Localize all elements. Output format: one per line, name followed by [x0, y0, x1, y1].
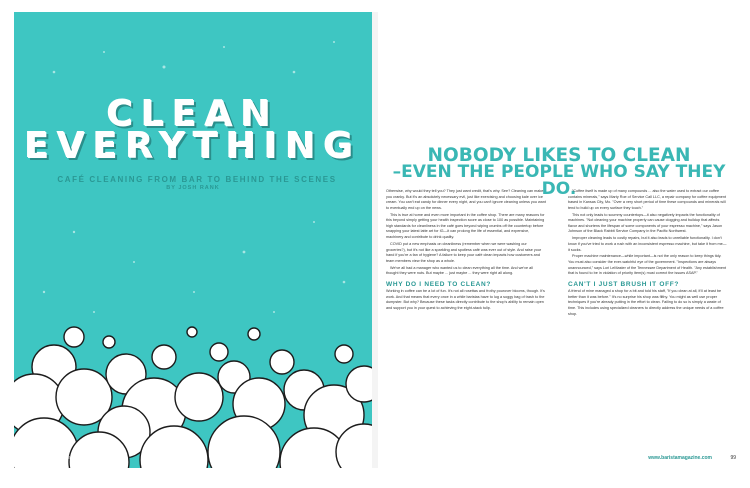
body-paragraph: Otherwise, why would they tell you? They just want credit, that's why. See? Cleaning can make you cranky. But it's an absolutely necessary evil, just like exercising and choosing kale over ice cream. You can't eat candy for dinner every night, and you can't ignore cleaning unless you want to eventually end up on the news.: [386, 189, 546, 210]
body-paragraph: A friend of mine managed a shop for a bit and told his staff, "If you clean at all, it'll at least be better than it was before." It's no surprise his shop was filthy. You might as well use proper techniques if you're already putting in the effort to clean. Failing to do so is simply a waste of time. This includes using specialized cleaners to directly address the unique needs of a coffee shop.: [568, 289, 724, 316]
headline-line1: NOBODY LIKES TO CLEAN: [427, 145, 691, 166]
body-paragraph: Proper machine maintenance—while important—is not the only reason to keep things tidy. You must also consider the ever-watchful eye of the government. "Inspections are always unannounced," says Lori LeMaster of the Tennessee Department of Health. "Any establishment that is found to be in violation of priority item(s) must correct the issues ASAP.": [568, 254, 727, 276]
body-paragraph: "Coffee itself is made up of many compounds ... also the water used to extract our coffee contains minerals," says Marty Roe of Service Call LLC, a repair company for coffee equipment based in Kansas City, Mo. "Over a very short period of time these compounds and minerals will tend to build up on every surface they touch.": [568, 189, 726, 210]
headline-line2: –EVEN THE PEOPLE WHO SAY THEY DO.: [392, 162, 726, 199]
right-page-number: 99: [730, 455, 736, 461]
section-heading-brush-off: CAN'T I JUST BRUSH IT OFF?: [568, 280, 680, 288]
right-page: [378, 12, 740, 468]
magazine-website: www.baristamagazine.com: [648, 455, 712, 461]
body-paragraph: Working in coffee can be a lot of fun. It's not all rosettas and frothy pourover blooms, though. It's work. And that means that every once in a while baristas have to lug a soggy bag of trash to the dumpster. But why? Because these tasks directly contribute to the shop's ability to remain open and support you in your quest to achieving the eight-stack tulip.: [386, 289, 545, 311]
article-byline: BY JOSH RANK: [166, 185, 220, 191]
section-heading-why-clean: WHY DO I NEED TO CLEAN?: [386, 280, 492, 288]
soap-bubbles-illustration: [14, 12, 372, 468]
text-column-1: [386, 189, 546, 313]
main-title-line2: EVERYTHING: [24, 126, 362, 167]
body-paragraph: This is true at home and even more important in the coffee shop. There are many reasons for this beyond simply getting your health inspection score as close to 100 as possible. Maintaining high standards for cleanliness in the café goes beyond wiping crumbs off the countertop before snapping your latest latte art for IG—it can prolong the life of essential, and expensive, machinery and contribute to drink quality.: [386, 212, 545, 240]
left-page-number: 98: [18, 455, 24, 461]
text-column-2: [568, 189, 728, 319]
body-paragraph: We've all had a manager who wanted us to clean everything all the time. And we've all thought they were nuts. But maybe ... just maybe ... they were right all along.: [386, 265, 533, 276]
article-subtitle: CAFÉ CLEANING FROM BAR TO BEHIND THE SCENES: [57, 175, 337, 184]
left-magazine-name: barista magazine: [32, 455, 71, 461]
left-page: [14, 12, 372, 468]
body-paragraph: COVID put a new emphasis on cleanliness (remember when we were washing our groceries?), but it's not like a sparkling and spotless café was ever out of style. And raise your hand if you're a fan of hygiene? A failure to keep your café clean impacts how customers and team members view the shop as a whole.: [386, 241, 542, 263]
body-paragraph: Improper cleaning leads to costly repairs, but it also leads to unreliable functionality. I don't know if you've tried to work a rush with an inconsistent espresso machine, but take it from me—it sucks.: [568, 236, 727, 252]
body-paragraph: This not only leads to scummy countertops—it also negatively impacts the functionality of machines. "Not cleaning your machine properly can cause clogging and buildup that affects flavor and shortens the lifespan of some components of your espresso machine," says Jason Johnson of the Black Rabbit Service Company in the Pacific Northwest.: [568, 212, 723, 234]
main-title-line1: CLEAN: [107, 94, 279, 135]
